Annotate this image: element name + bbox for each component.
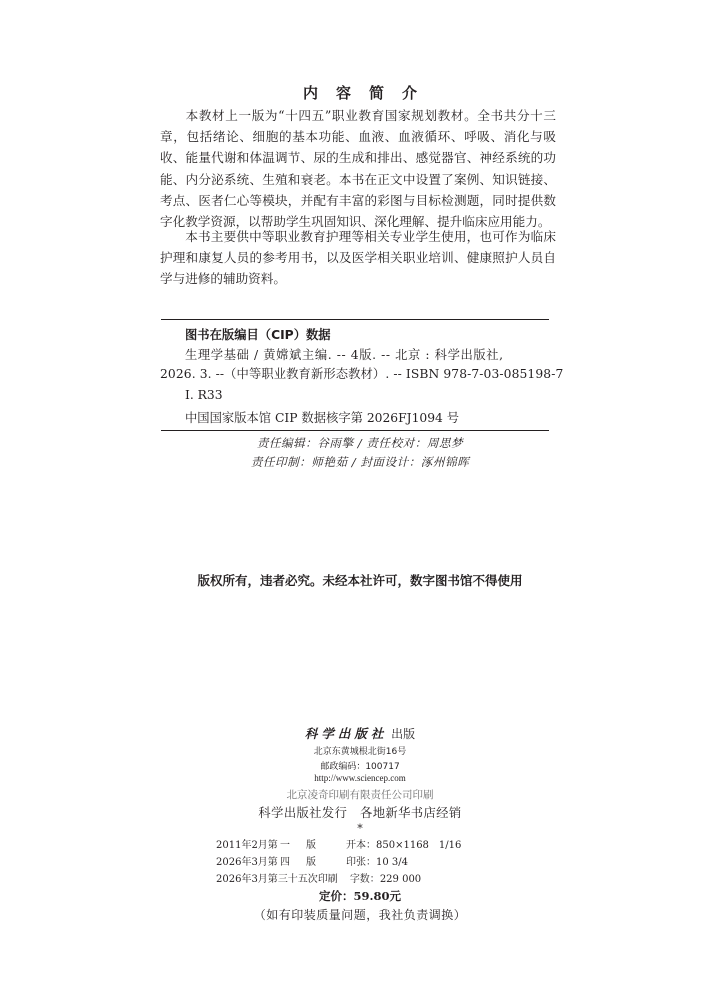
cip-bottom-divider — [161, 430, 549, 431]
printer-info: 北京凌奇印刷有限责任公司印刷 — [286, 789, 434, 801]
intro-paragraph — [160, 105, 556, 232]
cip-record-line1: 生理学基础 / 黄嫦斌主编. -- 4版. -- 北京 : 科学出版社, — [185, 348, 504, 362]
price: 定价：59.80元 — [318, 889, 401, 903]
quality-guarantee-note: （如有印装质量问题，我社负责调换） — [253, 908, 467, 922]
edition-unit: 版 — [306, 840, 316, 851]
publisher-website: http://www.sciencep.com — [314, 773, 406, 783]
production-credits: 责任印制：师艳茹 / 封面设计：涿州锦晖 — [250, 455, 470, 469]
edition-row — [216, 838, 461, 854]
distribution-info: 科学出版社发行 各地新华书店经销 — [258, 806, 462, 820]
cip-classification: Ⅰ. R33 — [185, 388, 223, 402]
edition-row — [216, 872, 421, 888]
page-title: 内容简介 — [302, 84, 435, 102]
edition-number: 四 — [280, 857, 290, 868]
spec-value: 850×1168 1/16 — [376, 840, 462, 851]
cip-heading: 图书在版编目（CIP）数据 — [185, 328, 331, 342]
audience-paragraph-text: 本书主要供中等职业教育护理等相关专业学生使用，也可作为临床护理和康复人员的参考用书，以及医学相关职业培训、健康照护人员自学与进修的辅助资料。 — [160, 229, 556, 287]
edition-date: 2011年2月第 — [216, 840, 278, 851]
publisher-suffix: 出版 — [391, 727, 416, 741]
edition-row — [216, 855, 408, 871]
spec-value: 10 3/4 — [376, 857, 408, 868]
publisher-logo: 科学出版社 — [304, 726, 388, 741]
edition-number: 一 — [280, 840, 290, 851]
cip-top-divider — [161, 319, 549, 320]
audience-paragraph — [160, 226, 556, 290]
separator-asterisk: * — [357, 822, 363, 835]
editor-credits: 责任编辑：谷雨擎 / 责任校对：周思梦 — [256, 436, 464, 450]
publisher-postcode: 邮政编码：100717 — [320, 762, 400, 772]
publisher-address: 北京东黄城根北街16号 — [313, 747, 407, 757]
edition-unit: 印刷 — [317, 874, 338, 885]
edition-date: 2026年3月第 — [216, 857, 278, 868]
cip-approval-number: 中国国家版本馆 CIP 数据核字第 2026FJ1094 号 — [185, 411, 460, 425]
spec-label: 开本： — [346, 840, 376, 851]
intro-paragraph-text: 本教材上一版为“十四五”职业教育国家规划教材。全书共分十三章，包括绪论、细胞的基本功能、血液、血液循环、呼吸、消化与吸收、能量代谢和体温调节、尿的生成和排出、感觉器官、神经系统的功能、内分泌系统、生殖和衰老。本书在正文中设置了案例、知识链接、考点、医者仁心等模块，并配有丰富的彩图与目标检测题，同时提供数字化教学资源，以帮助学生巩固知识、深化理解、提升临床应用能力。 — [160, 108, 556, 230]
spec-label: 印张： — [346, 857, 376, 868]
publisher-line — [0, 724, 720, 742]
edition-unit: 版 — [306, 857, 316, 868]
spec-label: 字数： — [349, 874, 380, 885]
edition-date: 2026年3月第 — [216, 874, 278, 885]
cip-record-line2: 2026. 3. --（中等职业教育新形态教材）. -- ISBN 978-7-03-085198-7 — [160, 367, 564, 381]
edition-number: 三十五次 — [277, 874, 318, 885]
spec-value: 229 000 — [379, 874, 422, 885]
copyright-notice: 版权所有，违者必究。未经本社许可，数字图书馆不得使用 — [197, 573, 523, 588]
